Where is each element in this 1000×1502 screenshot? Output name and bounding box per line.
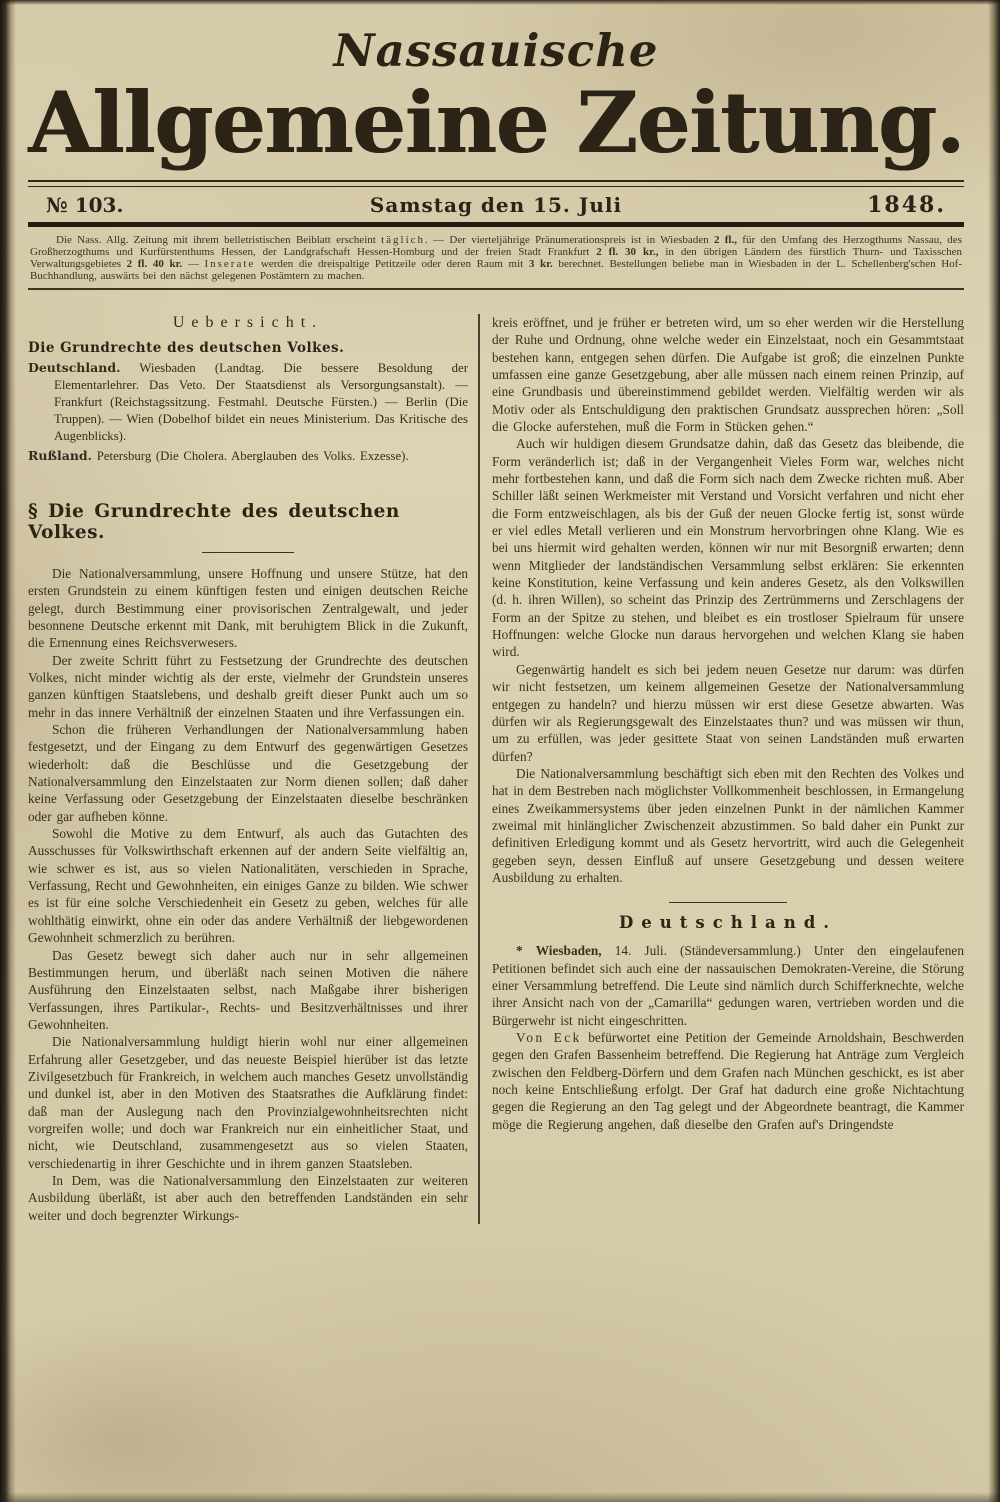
notice-text: in den übrigen Ländern des fürstlich Thurn- und Taxisschen Verwaltungsgebietes	[30, 245, 962, 270]
overview-entry-deutschland	[28, 359, 468, 445]
overview-entry-label: Rußland.	[28, 447, 93, 463]
scan-edge-bottom	[0, 1492, 1000, 1502]
notice-text: für den Umfang des Herzogthums Nassau, des Großherzogthums und Kurfürstenthums Hessen, der Landgrafschaft Hessen-Homburg und der freien Stadt Frankfurt	[30, 233, 962, 258]
masthead-title-line1: Nassauische	[333, 24, 659, 77]
scan-edge-left	[0, 0, 16, 1502]
article-paragraph: Die Nationalversammlung beschäftigt sich eben mit den Rechten des Volkes und hat in dem Bestreben nach möglichster Vollkommenheit beschlossen, in Ermangelung eines Zweikammersystems über jeden einzelnen Punkt in der nämlichen Kammer zweimal mit hinlänglicher Zwischenzeit abzustimmen. So bald daher ein Punkt zur definitiven Erledigung kommt und als Gesetz hervortritt, wird auch die Gelegenheit gegeben seyn, dessen Einfluß auf unsere Gesetzgebung und dessen weitere Ausbildung zu erhalten.	[492, 765, 964, 885]
article-paragraph-continuation: kreis eröffnet, und je früher er betreten wird, um so eher werden wir die Herstellung der Ruhe und Ordnung, ohne welche weder ein Einzelstaat, noch ein Gesammtstaat bestehen kann, entgegen sehen dürfen. Die Aufgabe ist groß; die einzelnen Punkte umfassen eine ganze Gesetzgebung, aber alle müssen nach einem reinen Prinzip, auf eine Grundbasis und übereinstimmend gebildet werden. Vielfältig werden wir als Motiv oder als Entschuldigung den praktischen Grundsatz aussprechen hören: „Soll die Glocke auferstehen, muß die Form in Stücken gehen.“	[492, 314, 964, 435]
notice-price-inserate: 3 kr.	[528, 257, 553, 270]
scan-edge-top	[0, 0, 1000, 5]
notice-price-wiesbaden: 2 fl.,	[713, 233, 737, 246]
issue-date: Samstag den 15. Juli	[369, 192, 623, 217]
issue-number: № 103.	[46, 192, 124, 217]
dateline	[28, 187, 964, 222]
item-lead: Von Eck	[516, 1030, 582, 1046]
notice-emphasis-inserate: Inserate	[204, 257, 256, 270]
masthead	[28, 26, 964, 170]
issue-year: 1848.	[867, 191, 946, 218]
masthead-title-line2: Allgemeine Zeitung.	[28, 72, 964, 172]
overview-entry-text: Petersburg (Die Cholera. Aberglauben des Volks. Exzesse).	[96, 448, 409, 463]
overview-heading: Uebersicht.	[172, 313, 324, 331]
article-paragraph: Die Nationalversammlung, unsere Hoffnung und unsere Stütze, hat den ersten Grundstein zu einem künftigen festen und einigen deutschen Reiche gelegt, durch Bestimmung einer provisorischen Zentralgewalt, und jeder besonnene Deutsche erkennt mit Dank, mit beruhigtem Blick in die Zukunft, die Ernennung eines Reichsverwesers.	[28, 565, 468, 651]
right-column	[480, 314, 964, 1224]
notice-text: . — Der vierteljährige Pränumerationspreis ist in Wiesbaden	[425, 233, 714, 246]
subscription-notice	[30, 234, 962, 282]
article-paragraph: Gegenwärtig handelt es sich bei jedem neuen Gesetze nur darum: was dürfen wir nicht festsetzen, um keinem allgemeinen Gesetze der Nationalversammlung entgegen zu handeln? und hierzu müssen wir erst diese Gesetze abwarten. Was dürfen wir als Regierungsgewalt des Einzelstaates thun? und was müssen wir thun, um zu erfüllen, was jeder gesittete Staat von seinen Landständen muß erwarten dürfen?	[492, 661, 964, 764]
notice-text: Die Nass. Allg. Zeitung mit ihrem belletristischen Beiblatt erscheint	[56, 233, 382, 246]
overview-entry-text: Wiesbaden (Landtag. Die bessere Besoldung der Elementarlehrer. Das Veto. Der Staatsdienst als Versorgungsanstalt). — Frankfurt (Reichstagssitzung. Festmahl. Deutsche Fürsten.) — Berlin (Die Truppen). — Wien (Dobelhof bildet ein neues Ministerium. Das Kritische des Augenblicks).	[54, 360, 468, 443]
scan-edge-right	[988, 0, 1000, 1502]
notice-rule	[28, 288, 964, 290]
heading-rule	[202, 552, 294, 553]
left-column	[28, 314, 478, 1224]
news-item-wiesbaden	[492, 942, 964, 1029]
item-text: 14. Juli. (Ständeversammlung.) Unter den eingelaufenen Petitionen befindet sich auch eine der nassauischen Demokraten-Vereine, die Störung einer Versammlung betreffend. Die Leute sind nämlich durch Schifferknechte, welche ihrer Ansicht nach von der „Camarilla“ gedungen waren, vertrieben worden und die Bürgerwehr ist nicht eingeschritten.	[492, 943, 964, 1028]
article-paragraph: Der zweite Schritt führt zu Festsetzung der Grundrechte des deutschen Volkes, nicht minder wichtig als der erste, vielmehr der Grundstein unseres ganzen künftigen Staatslebens, und deshalb greift dieser Punkt auch um so mehr in das innere Verhältniß der einzelnen Staaten und ihre Verfassungen ein.	[28, 652, 468, 720]
article-paragraph: Schon die früheren Verhandlungen der Nationalversammlung haben festgesetzt, und der Eingang zu dem Entwurf des gegenwärtigen Gesetzes wiederholt: daß die Beschlüsse und die Gesetzgebung der Nationalversammlung den Einzelstaaten zur Norm dienen sollen; daß daher keine Verfassung oder Gesetzgebung der Einzelstaaten dieselbe beschränken oder gar aufheben könne.	[28, 722, 468, 824]
article-paragraph: Sowohl die Motive zu dem Entwurf, als auch das Gutachten des Ausschusses für Volkswirthschaft erkennen auf der andern Seite vielfältig an, wie schwer es ist, aus so vielen Nationalitäten, verschieden in Sprache, Verfassung, Recht und Gewohnheiten, ein einiges Ganze zu bilden. Wie schwer es ist für eine solche Verschiedenheit ein Gesetz zu geben, welches für alle wohlthätig einwirkt, ohne ein oder das andere Verhältniß der liebgewordenen Gewohnheit schmerzlich zu berühren.	[28, 826, 468, 946]
lead-article-heading: § Die Grundrechte des deutschen Volkes.	[28, 500, 400, 543]
article-paragraph: In Dem, was die Nationalversammlung den Einzelstaaten zur weiteren Ausbildung überläßt, ist aber auch den betreffenden Landständen ein sehr weiter und doch begrenzter Wirkungs-	[28, 1172, 468, 1223]
news-item-von-eck	[492, 1029, 964, 1133]
notice-text: berechnet. Bestellungen beliebe man in Wiesbaden in der L. Schellenberg'schen Hof-Buchhandlung, auswärts bei den nächst gelegenen Postämtern zu machen.	[30, 257, 963, 282]
notice-text: werden die dreispaltige Petitzeile oder deren Raum mit	[255, 257, 529, 270]
notice-price-thurn-taxis: 2 fl. 40 kr.	[126, 257, 183, 270]
item-marker: *	[516, 943, 523, 959]
article-paragraph: Das Gesetz bewegt sich daher auch nur in sehr allgemeinen Bestimmungen herum, und überläßt nach seinen Motiven die nähere Ausführung den Einzelstaaten selbst, nach Maßgabe ihrer bisherigen Verfassungen, ihres Partikular-, Rechts- und Besitzverhältnisses und ihrer Gewohnheiten.	[28, 947, 468, 1032]
germany-section-heading: Deutschland.	[619, 913, 837, 933]
item-dateline: Wiesbaden,	[535, 943, 602, 959]
notice-text: —	[182, 257, 205, 270]
dateline-rule	[28, 222, 964, 227]
article-paragraph: Auch wir huldigen diesem Grundsatze dahin, daß das Gesetz das bleibende, die Form veränderlich ist; daß in der Vergangenheit Vieles Form war, welches nicht mehr fortbestehen kann, und daß die Form sich nach dem Zwecke richten muß. Aber Schiller läßt seinen Werkmeister mit Verstand und Vorsicht verfahren und nicht eher die Form entzweischlagen, als bis der Guß der neuen Glocke fertig ist, sonst würde er viel edles Metall verlieren und ein Monstrum hervorbringen ohne Klang. Wie es bei uns hiermit wird gehalten werden, können wir nur mit Besorgniß erwarten; denn wenn Mitglieder der landständischen Versammlung selbst erklären: Sie erkennten keine Konstitution, keine Verfassung und kein anderes Gesetz, als den Volkswillen (d. h. ihren Willen), so scheint das Prinzip des Zertrümmerns und Zerschlagens der Form an der Spitze zu stehen, und bleibet es ein trostloser Spielraum für unsere Hoffnungen: welche Glocke nun daraus hervorgehen und welchen Klang sie haben wird.	[492, 436, 964, 660]
section-rule	[669, 902, 787, 903]
column-layout	[28, 314, 964, 1224]
masthead-rule	[28, 180, 964, 187]
article-paragraph: Die Nationalversammlung huldigt hierin wohl nur einer allgemeinen Erfahrung aller Gesetzgeber, und das neueste Beispiel hierüber ist das letzte Zivilgesetzbuch für Frankreich, in welchem auch manches Gesetz unvollständig und dunkel ist, aber in den Motiven des Staatsrathes die Aufklärung findet: daß man der Auslegung nach den Provinzialgewohnheitsrechten nicht vorgreifen wolle; und doch war Frankreich nur ein einheitlicher Staat, und nicht, wie Deutschland, zusammengesetzt aus so vielen Staaten, verschiedenartig in ihrer Geschichte und in ihrem ganzen Staatsleben.	[28, 1034, 468, 1171]
overview-entry-label: Deutschland.	[28, 359, 121, 375]
overview-title: Die Grundrechte des deutschen Volkes.	[28, 339, 345, 356]
notice-emphasis-taeglich: täglich	[381, 233, 426, 246]
notice-price-frankfurt: 2 fl. 30 kr.,	[596, 245, 659, 258]
item-text: befürwortet eine Petition der Gemeinde Arnoldshain, Beschwerden gegen den Grafen Bassenheim betreffend. Die Regierung hat Anträge zum Vergleich zwischen den Feldberg-Dörfern und dem Grafen nach München geschickt, es ist aber noch keine Entschließung erfolgt. Der Graf hat dadurch eine große Nichtachtung gegen die Regierung an den Tag gelegt und der Abgeordnete beantragt, die Kammer möge die Regierung angehen, daß dieselbe den Grafen auf's Dringendste	[492, 1030, 964, 1132]
overview-entry-russland	[28, 447, 468, 465]
